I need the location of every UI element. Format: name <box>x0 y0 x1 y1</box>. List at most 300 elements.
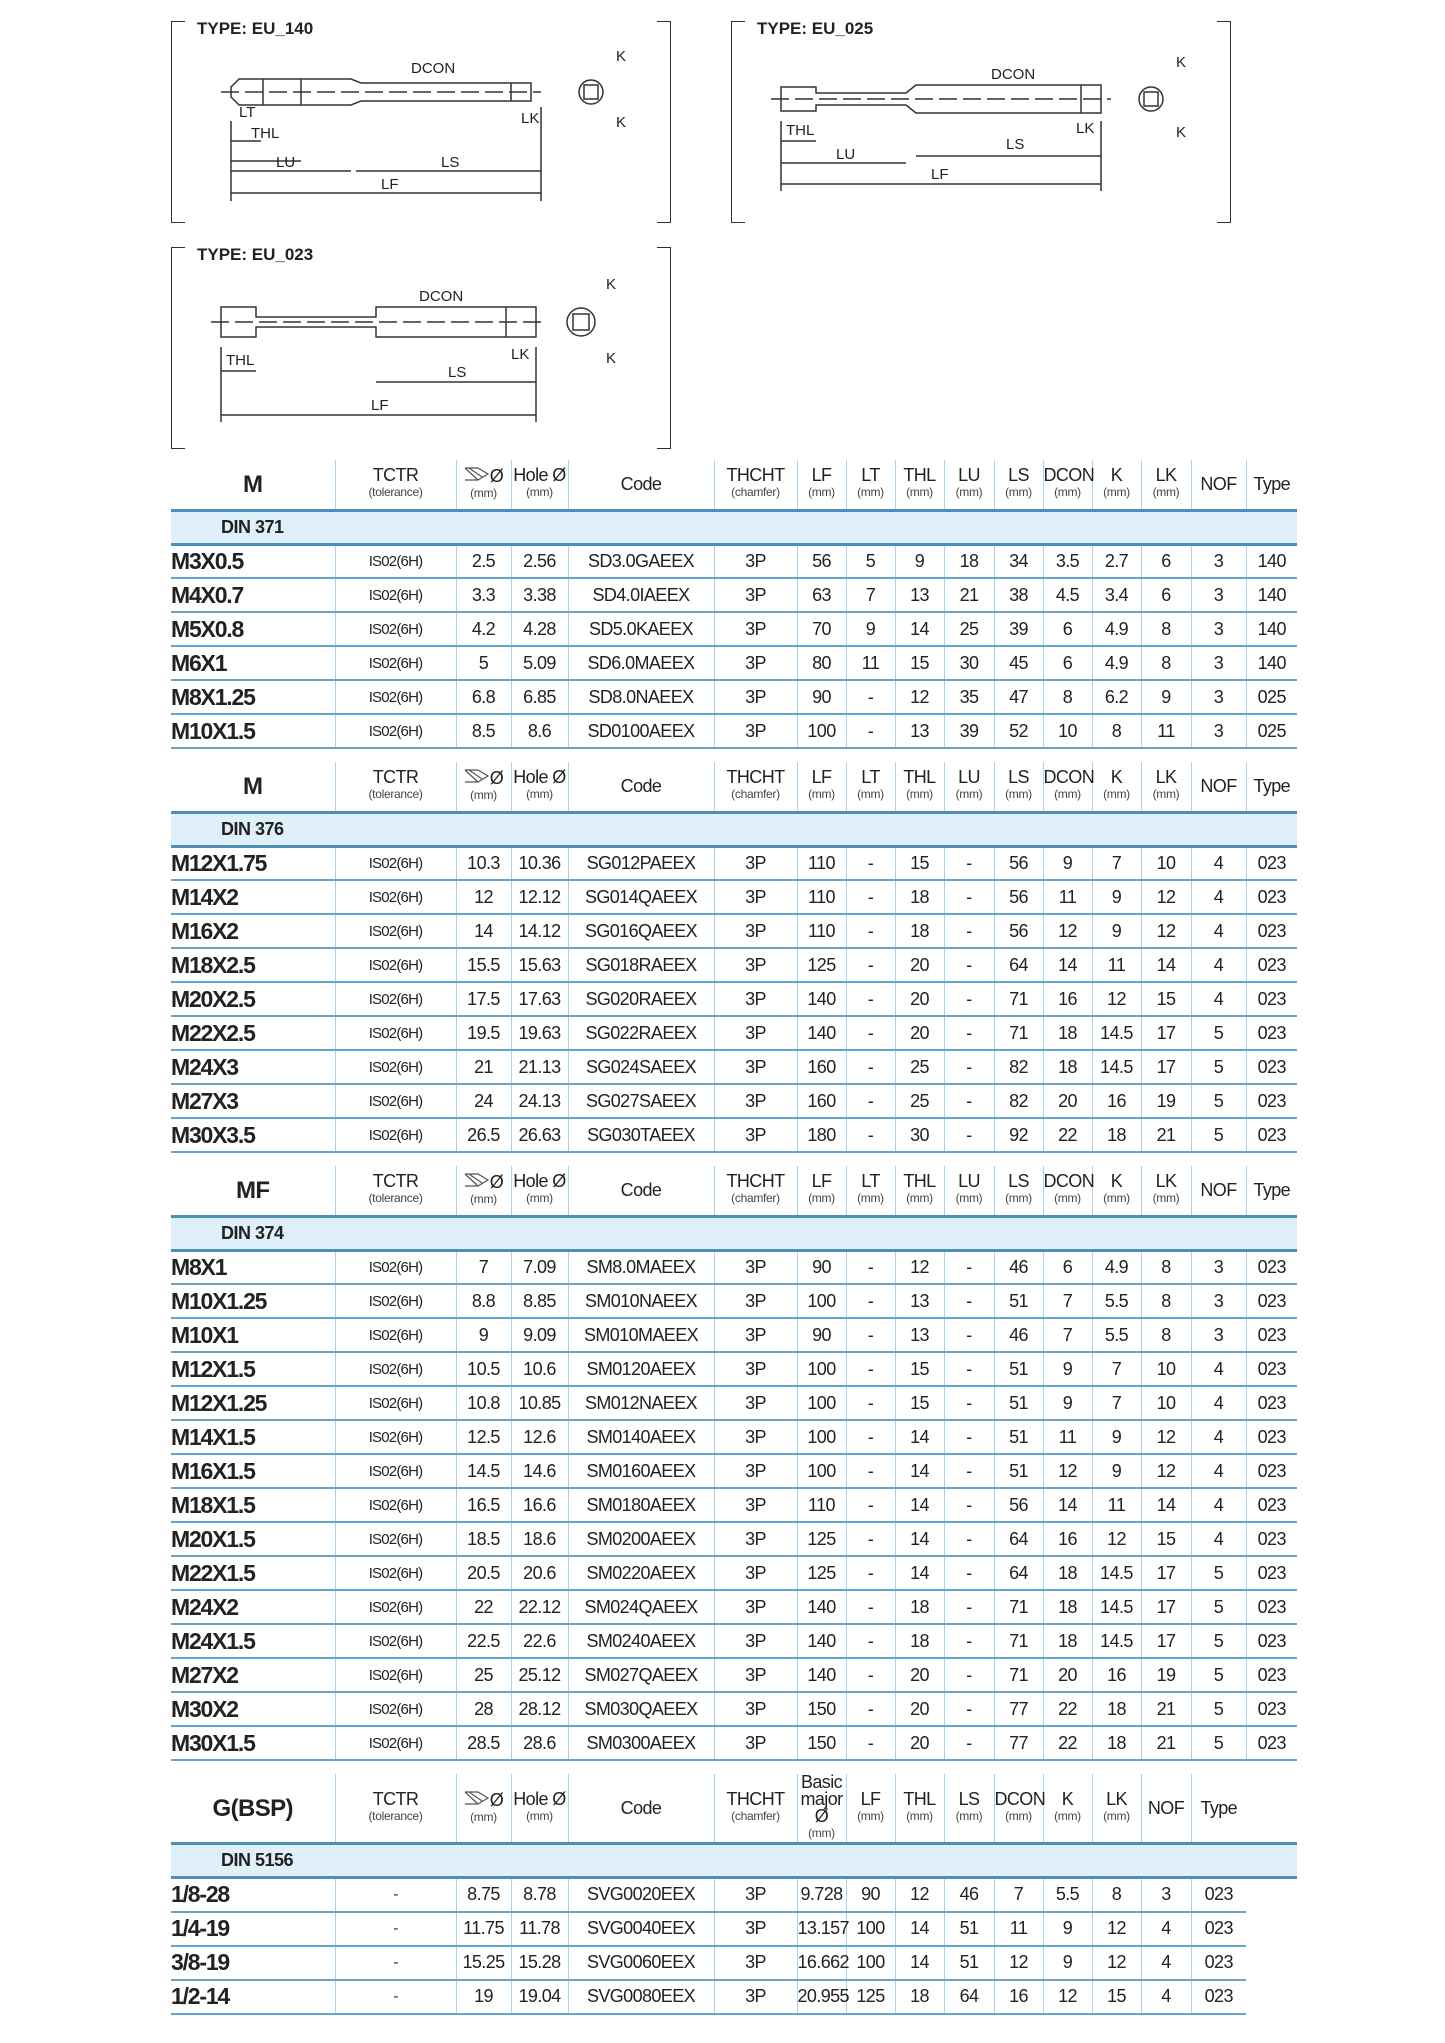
table-cell: 3 <box>1191 1284 1246 1318</box>
column-header-unit: (tolerance) <box>368 1191 423 1206</box>
table-cell: 17 <box>1141 1556 1191 1590</box>
table-cell: 13 <box>895 578 944 612</box>
table-cell: 110 <box>797 1488 846 1522</box>
table-cell: 9 <box>1043 846 1092 880</box>
table-cell: IS02(6H) <box>335 1658 456 1692</box>
table-cell: 19.63 <box>511 1016 568 1050</box>
table-cell: 12 <box>1092 1912 1141 1946</box>
table-cell: IS02(6H) <box>335 1318 456 1352</box>
diagram-eu-023 <box>171 247 671 449</box>
table-cell: - <box>335 1980 456 2014</box>
table-cell: 4 <box>1191 1386 1246 1420</box>
svg-text:LU: LU <box>836 146 856 163</box>
column-header-unit: (mm) <box>1103 1809 1130 1823</box>
column-header-label: Type <box>1253 473 1291 494</box>
table-cell: 023 <box>1246 1590 1297 1624</box>
table-cell: 4 <box>1191 1522 1246 1556</box>
table-cell: 19 <box>1141 1658 1191 1692</box>
column-header-unit: (mm) <box>1103 787 1130 802</box>
svg-text:K: K <box>1176 124 1187 141</box>
column-header-label: Hole Ø <box>513 465 566 486</box>
column-header-label: TCTR <box>372 1789 419 1809</box>
column-header-unit: (mm) <box>857 1191 884 1206</box>
drill-diameter-icon <box>464 1790 490 1810</box>
column-header-label: LT <box>861 1171 880 1192</box>
table-cell: SM0200AEEX <box>568 1522 714 1556</box>
table-cell: 023 <box>1191 1980 1246 2014</box>
table-cell: 70 <box>797 612 846 646</box>
table-cell: 4.28 <box>511 612 568 646</box>
column-header <box>895 1166 944 1216</box>
table-row <box>171 544 1297 578</box>
table-cell: 9 <box>1043 1386 1092 1420</box>
table-cell: 14.12 <box>511 914 568 948</box>
column-header-label: TCTR <box>372 767 419 788</box>
thread-size-cell: M20X1.5 <box>171 1522 335 1556</box>
tap-spec-tables <box>171 460 1297 2028</box>
table-cell: 20 <box>1043 1658 1092 1692</box>
column-header <box>1191 1774 1246 1844</box>
table-cell: 3P <box>714 1878 797 1912</box>
table-cell: 15.63 <box>511 948 568 982</box>
table-cell: 51 <box>994 1454 1043 1488</box>
table-cell: - <box>846 680 895 714</box>
table-cell: 17 <box>1141 1050 1191 1084</box>
table-cell: IS02(6H) <box>335 1118 456 1152</box>
diagram-eu-025 <box>731 21 1231 223</box>
table-cell: 3P <box>714 880 797 914</box>
table-cell: 56 <box>797 544 846 578</box>
column-header-unit: (chamfer) <box>731 787 780 802</box>
table-cell: 28.5 <box>456 1726 511 1760</box>
table-cell: 140 <box>1246 578 1297 612</box>
table-cell: 3 <box>1191 714 1246 748</box>
column-header-unit: (mm) <box>955 1191 983 1206</box>
table-cell: 25 <box>895 1084 944 1118</box>
table-cell: 023 <box>1246 1250 1297 1284</box>
table-row <box>171 948 1297 982</box>
svg-text:LT: LT <box>239 104 256 121</box>
table-cell: SVG0060EEX <box>568 1946 714 1980</box>
column-header-unit: (mm) <box>470 486 497 501</box>
diagram-title: TYPE: EU_023 <box>193 245 317 265</box>
table-cell: - <box>846 1590 895 1624</box>
table-cell: 14.5 <box>1092 1556 1141 1590</box>
table-cell: 023 <box>1246 1284 1297 1318</box>
table-cell: 63 <box>797 578 846 612</box>
table-cell: 3P <box>714 646 797 680</box>
standard-row <box>171 812 1297 846</box>
column-header-label: THCHT <box>726 1789 785 1809</box>
table-cell: 12 <box>1043 1454 1092 1488</box>
thread-size-cell: M24X1.5 <box>171 1624 335 1658</box>
column-header-unit: (mm) <box>955 485 983 500</box>
table-cell: 28.12 <box>511 1692 568 1726</box>
svg-text:K: K <box>606 350 617 367</box>
table-cell: 3P <box>714 1488 797 1522</box>
table-cell: 100 <box>797 1386 846 1420</box>
table-cell: 92 <box>994 1118 1043 1152</box>
table-cell: 8 <box>1092 714 1141 748</box>
table-cell: IS02(6H) <box>335 612 456 646</box>
table-cell: 10.8 <box>456 1386 511 1420</box>
column-header <box>568 1774 714 1844</box>
table-cell: 7 <box>846 578 895 612</box>
spec-table <box>171 762 1297 1153</box>
table-cell: 8.75 <box>456 1878 511 1912</box>
table-cell: 3P <box>714 1590 797 1624</box>
table-cell: 160 <box>797 1084 846 1118</box>
table-row <box>171 1250 1297 1284</box>
table-cell: 9 <box>1141 680 1191 714</box>
column-header-label: TCTR <box>372 1171 419 1192</box>
table-cell: SM0160AEEX <box>568 1454 714 1488</box>
table-cell: 8 <box>1141 1318 1191 1352</box>
table-cell: IS02(6H) <box>335 1386 456 1420</box>
table-row <box>171 1318 1297 1352</box>
table-cell: 8.85 <box>511 1284 568 1318</box>
table-cell: 160 <box>797 1050 846 1084</box>
column-header-unit: (mm) <box>1103 485 1130 500</box>
table-cell: - <box>944 1016 994 1050</box>
column-header <box>568 762 714 812</box>
table-cell: 4.9 <box>1092 612 1141 646</box>
diagram-title: TYPE: EU_140 <box>193 19 317 39</box>
table-row <box>171 646 1297 680</box>
thread-size-cell: M24X3 <box>171 1050 335 1084</box>
table-cell: - <box>846 1016 895 1050</box>
table-cell: 6.85 <box>511 680 568 714</box>
column-header-label: LK <box>1155 1171 1177 1192</box>
table-cell: 2.56 <box>511 544 568 578</box>
table-cell: 45 <box>994 646 1043 680</box>
table-cell: 023 <box>1191 1878 1246 1912</box>
table-cell: 4 <box>1141 1946 1191 1980</box>
table-cell: 22 <box>1043 1692 1092 1726</box>
table-cell: - <box>944 982 994 1016</box>
table-cell: - <box>944 1624 994 1658</box>
column-header-label: LS <box>1008 465 1029 486</box>
column-header <box>797 1166 846 1216</box>
table-cell: IS02(6H) <box>335 1726 456 1760</box>
table-cell: 7 <box>1043 1318 1092 1352</box>
table-cell: 5 <box>1191 1692 1246 1726</box>
table-cell: 100 <box>797 1454 846 1488</box>
column-header <box>456 1774 511 1844</box>
table-cell: 3P <box>714 846 797 880</box>
table-cell: SM0120AEEX <box>568 1352 714 1386</box>
table-cell: - <box>944 1250 994 1284</box>
column-header <box>846 1774 895 1844</box>
table-cell: 5.5 <box>1092 1318 1141 1352</box>
table-cell: 12 <box>1043 914 1092 948</box>
table-cell: 140 <box>797 1624 846 1658</box>
table-cell: 14 <box>895 1912 944 1946</box>
column-header-label: LU <box>958 1171 980 1192</box>
table-cell: 46 <box>944 1878 994 1912</box>
table-cell: 2.7 <box>1092 544 1141 578</box>
column-header-label: LT <box>861 465 880 486</box>
table-cell: 11 <box>994 1912 1043 1946</box>
table-cell: 28 <box>456 1692 511 1726</box>
column-header-label: Basic major Ø <box>800 1772 843 1826</box>
table-cell: IS02(6H) <box>335 948 456 982</box>
table-row <box>171 1946 1297 1980</box>
table-cell: SD5.0KAEEX <box>568 612 714 646</box>
table-row <box>171 612 1297 646</box>
table-cell: 12 <box>1092 982 1141 1016</box>
table-cell: 28.6 <box>511 1726 568 1760</box>
table-cell: 20 <box>895 1658 944 1692</box>
table-cell: 4 <box>1141 1912 1191 1946</box>
table-row <box>171 982 1297 1016</box>
column-header-label: Code <box>620 473 662 494</box>
table-cell: 10.3 <box>456 846 511 880</box>
table-cell: 9 <box>1092 880 1141 914</box>
table-cell: 3P <box>714 578 797 612</box>
table-cell: 100 <box>797 1284 846 1318</box>
table-cell: 16 <box>1092 1658 1141 1692</box>
table-cell: 21 <box>1141 1692 1191 1726</box>
column-header-unit: (mm) <box>955 1809 983 1823</box>
column-header <box>714 1774 797 1844</box>
table-cell: 3.38 <box>511 578 568 612</box>
table-cell: 51 <box>994 1352 1043 1386</box>
table-row <box>171 1352 1297 1386</box>
table-cell: 3 <box>1191 1250 1246 1284</box>
table-cell: 20 <box>895 1016 944 1050</box>
table-cell: - <box>846 1420 895 1454</box>
thread-size-cell: M22X1.5 <box>171 1556 335 1590</box>
table-cell: 15 <box>1141 1522 1191 1556</box>
column-header-unit: (mm) <box>470 1810 497 1824</box>
column-header-label: THCHT <box>726 1171 785 1192</box>
column-header-label: Ø <box>489 768 504 789</box>
table-cell: 4 <box>1191 914 1246 948</box>
table-cell: 77 <box>994 1726 1043 1760</box>
table-cell: 140 <box>1246 544 1297 578</box>
thread-size-cell: M3X0.5 <box>171 544 335 578</box>
table-cell: SG020RAEEX <box>568 982 714 1016</box>
table-cell: 3.4 <box>1092 578 1141 612</box>
table-cell: 16.6 <box>511 1488 568 1522</box>
table-row <box>171 1878 1297 1912</box>
table-cell: 5 <box>1191 1016 1246 1050</box>
svg-text:DCON: DCON <box>991 66 1036 83</box>
table-cell: 18 <box>1043 1050 1092 1084</box>
column-header <box>1043 460 1095 510</box>
table-cell: 11 <box>1043 880 1092 914</box>
table-cell: IS02(6H) <box>335 1084 456 1118</box>
table-cell: 023 <box>1246 1352 1297 1386</box>
table-row <box>171 880 1297 914</box>
table-cell: 125 <box>846 1980 895 2014</box>
column-header-label: LF <box>811 1171 832 1192</box>
table-cell: 100 <box>846 1912 895 1946</box>
table-cell: 5 <box>1191 1050 1246 1084</box>
table-cell: IS02(6H) <box>335 1488 456 1522</box>
table-cell: 110 <box>797 914 846 948</box>
column-header-label: LS <box>958 1789 980 1809</box>
table-header-row <box>171 1166 1297 1216</box>
table-cell: 9 <box>895 544 944 578</box>
table-cell: IS02(6H) <box>335 1352 456 1386</box>
column-header <box>335 762 456 812</box>
column-header <box>1141 460 1191 510</box>
table-cell: 90 <box>797 1318 846 1352</box>
table-cell: - <box>846 1726 895 1760</box>
table-cell: 12 <box>1141 1454 1191 1488</box>
table-cell: 4 <box>1191 846 1246 880</box>
table-cell: 023 <box>1246 846 1297 880</box>
table-cell: IS02(6H) <box>335 1454 456 1488</box>
column-header-label: NOF <box>1200 1179 1237 1200</box>
table-cell: 14 <box>1141 948 1191 982</box>
table-cell: IS02(6H) <box>335 1556 456 1590</box>
table-cell: SM0300AEEX <box>568 1726 714 1760</box>
table-cell: 8 <box>1141 1284 1191 1318</box>
tap-drawing-icon <box>731 21 1231 223</box>
column-header-unit: (mm) <box>470 788 497 803</box>
table-cell: - <box>846 1624 895 1658</box>
table-cell: 14 <box>1043 1488 1092 1522</box>
table-cell: 023 <box>1246 1726 1297 1760</box>
table-cell: IS02(6H) <box>335 1050 456 1084</box>
column-header <box>895 1774 944 1844</box>
column-header-unit: (mm) <box>526 1809 553 1823</box>
column-header <box>1191 1166 1246 1216</box>
table-cell: 14.5 <box>1092 1624 1141 1658</box>
table-cell: 19.5 <box>456 1016 511 1050</box>
table-cell: 3 <box>1191 578 1246 612</box>
table-cell: 12.6 <box>511 1420 568 1454</box>
column-header-unit: (mm) <box>1054 787 1081 802</box>
table-cell: 12 <box>895 680 944 714</box>
table-cell: 47 <box>994 680 1043 714</box>
table-cell: - <box>944 1726 994 1760</box>
table-cell: 3 <box>1191 680 1246 714</box>
column-header-unit: (chamfer) <box>731 485 780 500</box>
spec-table <box>171 460 1297 749</box>
svg-text:LK: LK <box>521 110 540 127</box>
column-header <box>1191 460 1246 510</box>
table-cell: 11 <box>846 646 895 680</box>
table-cell: SM012NAEEX <box>568 1386 714 1420</box>
column-header-unit: (mm) <box>1152 787 1180 802</box>
table-cell: 7 <box>1043 1284 1092 1318</box>
thread-type-heading: M <box>243 470 263 498</box>
column-header-unit: (mm) <box>906 485 933 500</box>
column-header-label: K <box>1110 1171 1123 1192</box>
table-cell: 3P <box>714 612 797 646</box>
table-cell: 22.12 <box>511 1590 568 1624</box>
thread-type-heading: M <box>243 772 263 800</box>
table-cell: 9 <box>846 612 895 646</box>
table-cell: IS02(6H) <box>335 1250 456 1284</box>
table-cell: 15 <box>895 646 944 680</box>
table-cell: 13.157 <box>797 1912 846 1946</box>
column-header-unit: (mm) <box>808 787 835 802</box>
table-cell: SD8.0NAEEX <box>568 680 714 714</box>
column-header-label: LF <box>860 1789 881 1809</box>
table-cell: 6.2 <box>1092 680 1141 714</box>
table-cell: - <box>944 1284 994 1318</box>
table-cell: IS02(6H) <box>335 1522 456 1556</box>
diagram-eu-140 <box>171 21 671 223</box>
thread-size-cell: 1/2-14 <box>171 1980 335 2014</box>
column-header <box>895 762 944 812</box>
column-header-label: NOF <box>1200 473 1237 494</box>
table-cell: SM010NAEEX <box>568 1284 714 1318</box>
table-cell: 10 <box>1043 714 1092 748</box>
table-cell: 8.78 <box>511 1878 568 1912</box>
column-header-label: TCTR <box>372 465 419 486</box>
column-header-label: LK <box>1155 465 1177 486</box>
column-header-label: Hole Ø <box>513 1789 566 1809</box>
table-cell: 10.85 <box>511 1386 568 1420</box>
drill-diameter-icon <box>464 768 490 788</box>
svg-text:K: K <box>616 48 627 65</box>
table-cell: 5.5 <box>1092 1284 1141 1318</box>
column-header <box>846 460 895 510</box>
table-cell: - <box>944 1386 994 1420</box>
column-header-unit: (mm) <box>1054 1809 1081 1823</box>
thread-size-cell: M12X1.75 <box>171 846 335 880</box>
table-cell: 14.5 <box>1092 1050 1141 1084</box>
table-cell: IS02(6H) <box>335 1284 456 1318</box>
column-header <box>944 1774 994 1844</box>
table-cell: 3 <box>1191 1318 1246 1352</box>
svg-text:K: K <box>1176 54 1187 71</box>
table-cell: 4 <box>1191 1488 1246 1522</box>
svg-text:THL: THL <box>786 122 815 139</box>
table-cell: 3P <box>714 1016 797 1050</box>
table-cell: 5 <box>1191 1726 1246 1760</box>
table-cell: 12.5 <box>456 1420 511 1454</box>
table-row <box>171 1658 1297 1692</box>
table-cell: 14 <box>895 1454 944 1488</box>
column-header-label: Code <box>620 1179 662 1200</box>
table-cell: 7 <box>1092 1352 1141 1386</box>
thread-size-cell: M4X0.7 <box>171 578 335 612</box>
table-cell: SVG0020EEX <box>568 1878 714 1912</box>
table-row <box>171 578 1297 612</box>
table-cell: 14 <box>895 1556 944 1590</box>
table-cell: 7 <box>1092 846 1141 880</box>
svg-text:LS: LS <box>441 154 460 171</box>
table-cell: 3P <box>714 680 797 714</box>
column-header <box>456 1166 511 1216</box>
table-cell: SG024SAEEX <box>568 1050 714 1084</box>
column-header-label: DCON <box>1043 465 1095 486</box>
table-cell: 3.3 <box>456 578 511 612</box>
table-cell: 8 <box>1141 1250 1191 1284</box>
table-cell: 7 <box>1092 1386 1141 1420</box>
table-cell: 5 <box>1191 1556 1246 1590</box>
column-header <box>456 762 511 812</box>
table-row <box>171 1488 1297 1522</box>
table-cell: 7.09 <box>511 1250 568 1284</box>
table-cell: 3P <box>714 544 797 578</box>
table-cell: SG012PAEEX <box>568 846 714 880</box>
table-cell: 19.04 <box>511 1980 568 2014</box>
table-cell: 023 <box>1246 1624 1297 1658</box>
table-cell: 20 <box>1043 1084 1092 1118</box>
table-cell: 64 <box>994 1556 1043 1590</box>
table-cell: - <box>944 880 994 914</box>
table-cell: SG018RAEEX <box>568 948 714 982</box>
table-cell: 56 <box>994 1488 1043 1522</box>
